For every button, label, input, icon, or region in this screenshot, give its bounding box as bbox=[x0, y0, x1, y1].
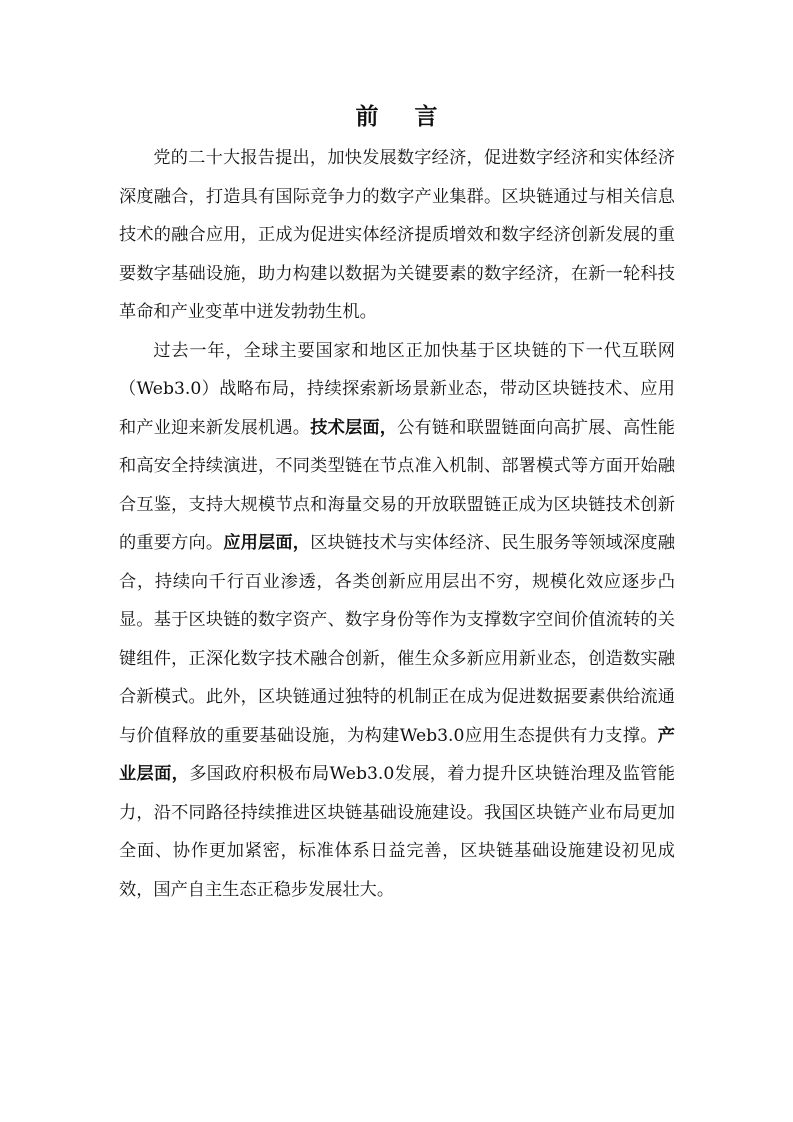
heading-technology: 技术层面， bbox=[310, 417, 398, 438]
paragraph-2-text-d: 多国政府积极布局Web3.0发展，着力提升区块链治理及监管能力，沿不同路径持续推进区块链基础设施建设。我国区块链产业布局更加全面、协作更加紧密，标准体系日益完善，区块链基础设施建设初见成效，国产自主生态正稳步发展壮大。 bbox=[119, 764, 675, 900]
paragraph-2-text-c: 区块链技术与实体经济、民生服务等领域深度融合，持续向千行百业渗透，各类创新应用层出不穷，规模化效应逐步凸显。基于区块链的数字资产、数字身份等作为支撑数字空间价值流转的关键组件，正深化数字技术融合创新，催生众多新应用新业态，创造数实融合新模式。此外，区块链通过独特的机制正在成为促进数据要素供给流通与价值释放的重要基础设施，为构建Web3.0应用生态提供有力支撑。 bbox=[119, 533, 675, 746]
paragraph-2-text-a: 过去一年，全球主要国家和地区正加快基于区块链的下一代互联网（Web3.0）战略布局，持续探索新场景新业态，带动区块链技术、应用和产业迎来新发展机遇。 bbox=[119, 340, 675, 438]
paragraph-2 bbox=[119, 332, 675, 910]
document-body bbox=[119, 139, 675, 909]
paragraph-1-text: 党的二十大报告提出，加快发展数字经济，促进数字经济和实体经济深度融合，打造具有国际竞争力的数字产业集群。区块链通过与相关信息技术的融合应用，正成为促进实体经济提质增效和数字经济创新发展的重要数字基础设施，助力构建以数据为关键要素的数字经济，在新一轮科技革命和产业变革中迸发勃勃生机。 bbox=[119, 148, 675, 322]
paragraph-1 bbox=[119, 139, 675, 332]
paragraph-2-text-b: 公有链和联盟链面向高扩展、高性能和高安全持续演进，不同类型链在节点准入机制、部署模式等方面开始融合互鉴，支持大规模节点和海量交易的开放联盟链正成为区块链技术创新的重要方向。 bbox=[119, 417, 675, 553]
heading-industry: 产业层面， bbox=[119, 725, 675, 784]
heading-application: 应用层面， bbox=[223, 533, 311, 553]
page-title: 前 言 bbox=[355, 104, 452, 130]
